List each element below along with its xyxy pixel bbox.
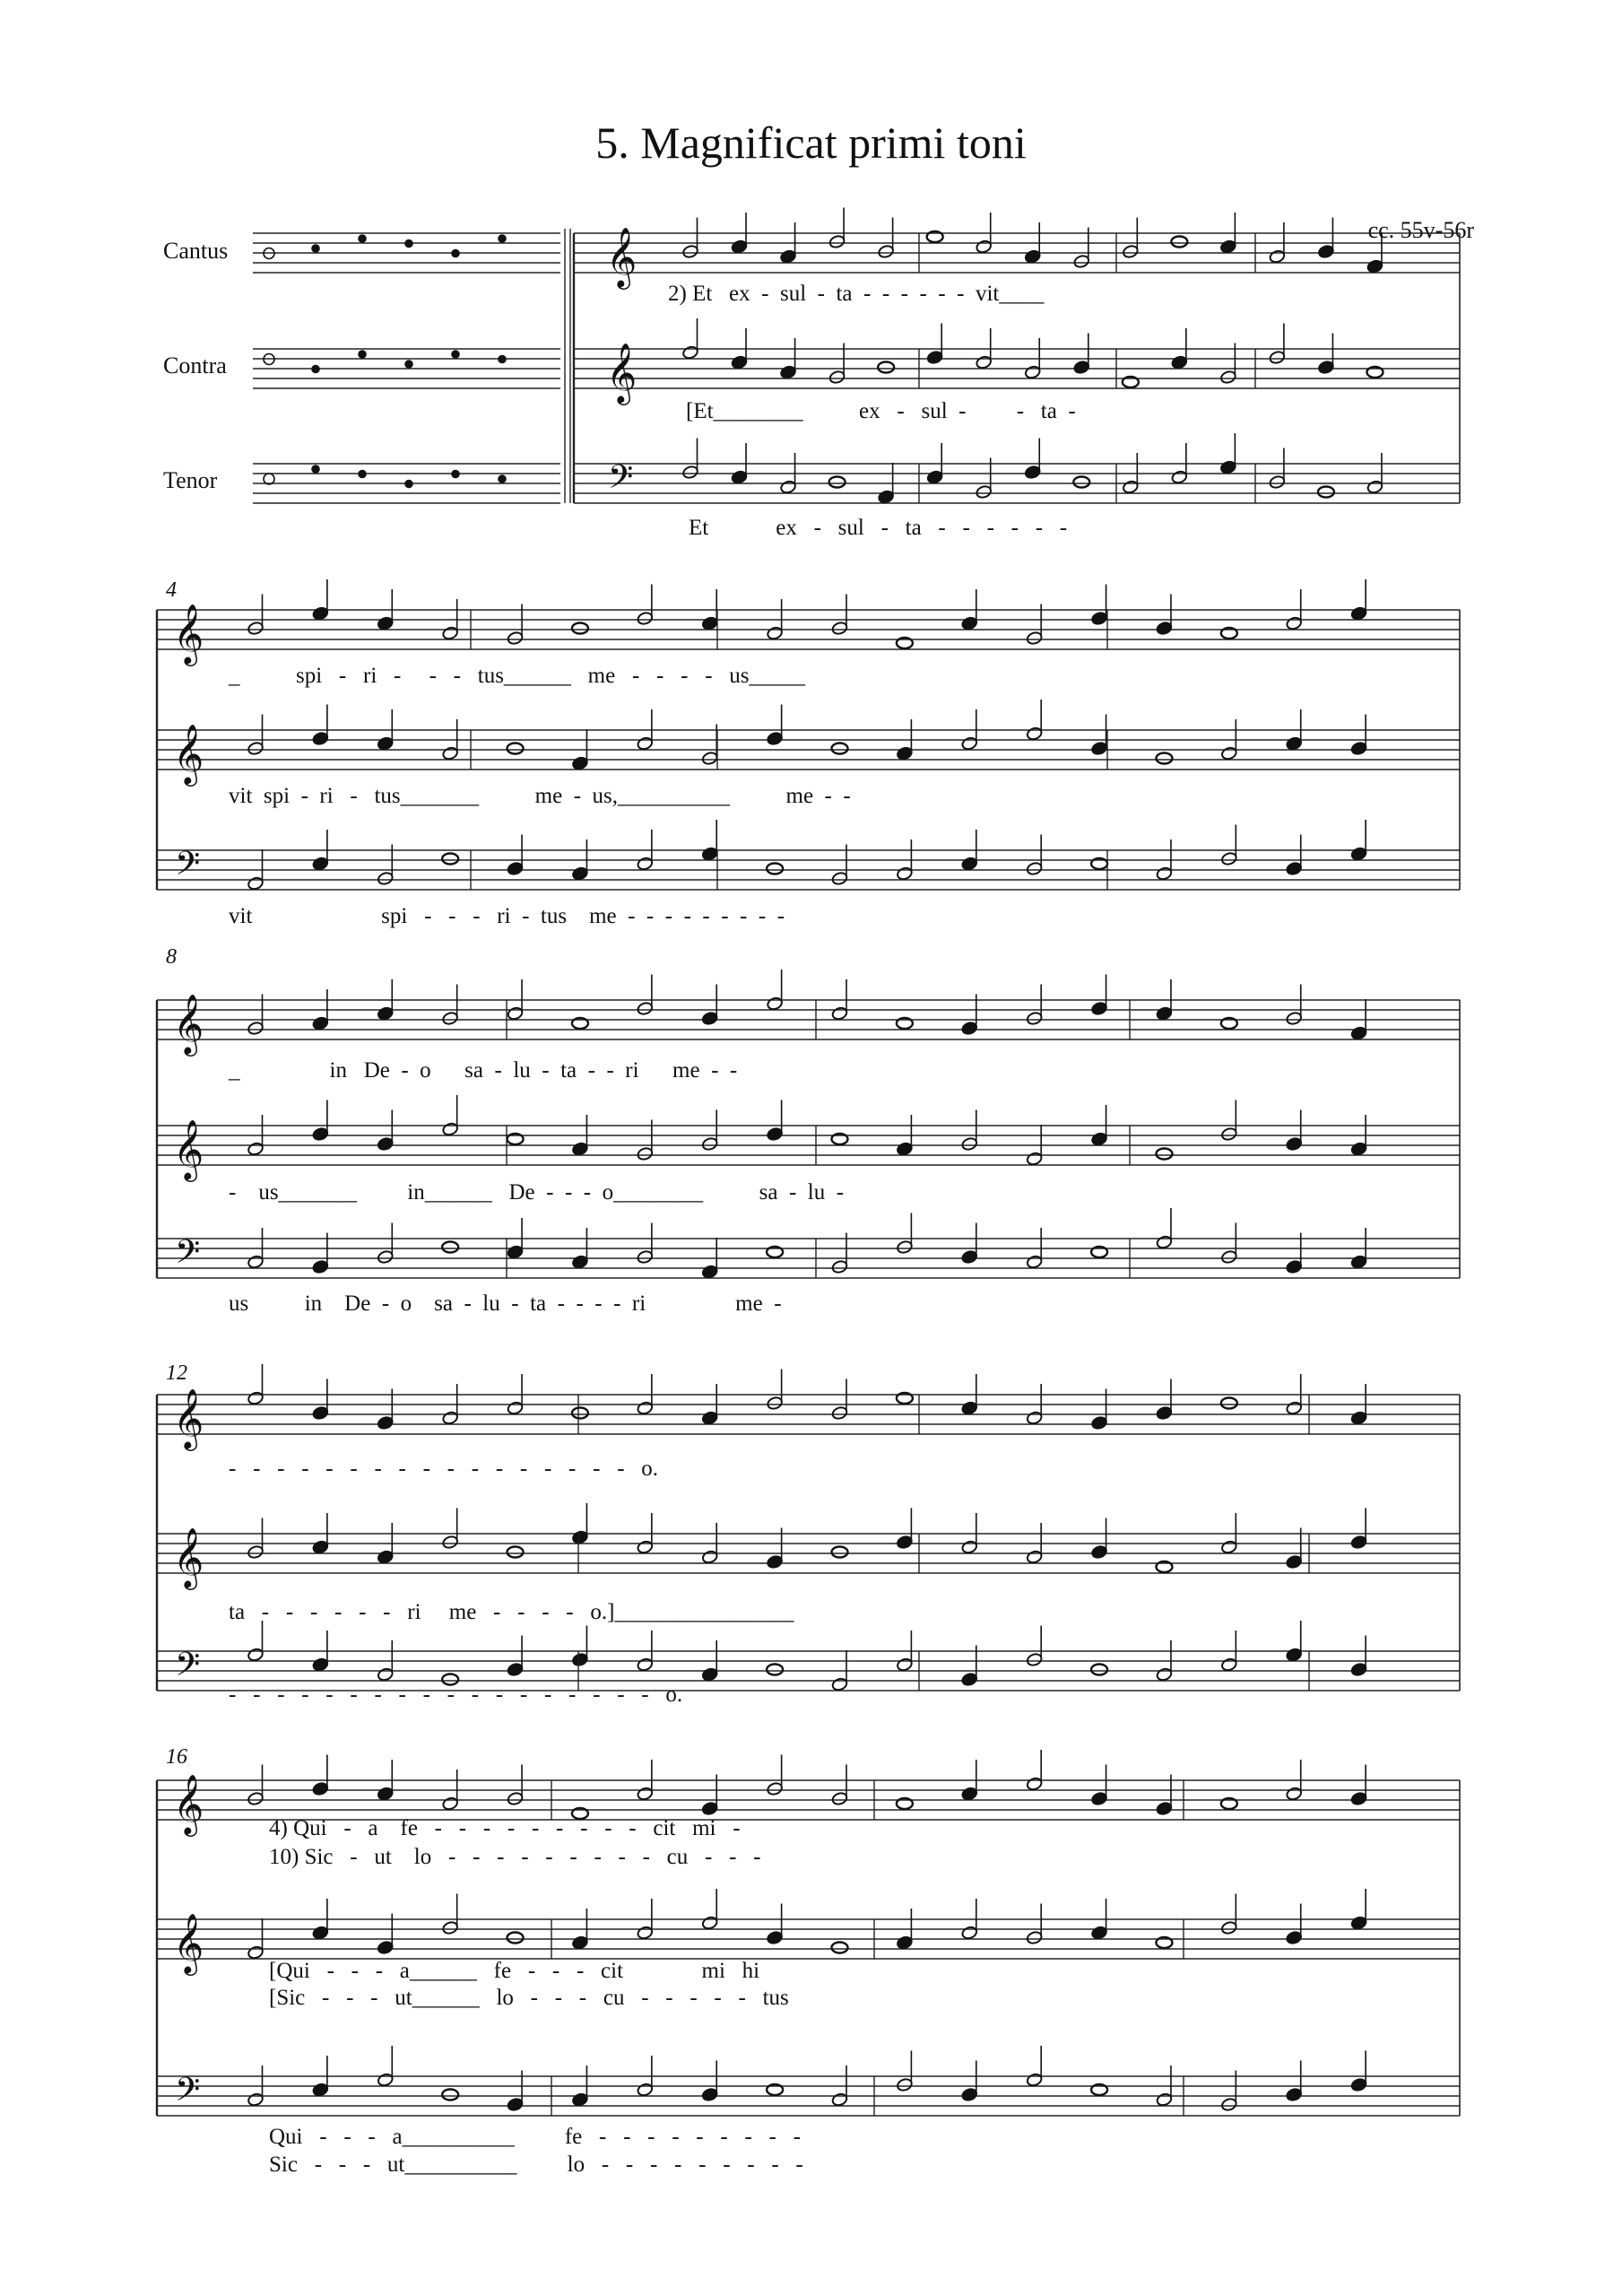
quarter-note — [896, 1535, 913, 1549]
half-note — [247, 2092, 264, 2107]
half-note — [1026, 1930, 1043, 1944]
half-note — [1026, 861, 1043, 875]
half-note — [976, 355, 993, 370]
quarter-note — [1350, 1791, 1367, 1805]
half-note — [247, 1648, 264, 1662]
quarter-note — [1350, 741, 1367, 755]
voice-label-tenor: Tenor — [163, 467, 218, 493]
half-note — [767, 1781, 784, 1796]
quarter-note — [312, 731, 329, 745]
half-note — [247, 876, 264, 891]
quarter-note — [1091, 1926, 1108, 1940]
quarter-note — [701, 1011, 718, 1025]
quarter-note — [780, 365, 797, 379]
half-note — [377, 1667, 394, 1682]
quarter-note — [312, 1259, 329, 1274]
half-note — [637, 1146, 654, 1161]
half-note — [767, 996, 784, 1011]
half-note — [961, 736, 978, 751]
half-note — [1026, 1652, 1043, 1666]
treble-clef-icon: 𝄞 — [173, 1387, 204, 1448]
quarter-note — [1350, 2077, 1367, 2092]
half-note — [767, 1396, 784, 1410]
whole-note — [1318, 487, 1334, 498]
half-note — [247, 1391, 264, 1405]
quarter-note — [1350, 1255, 1367, 1269]
half-note — [1156, 1235, 1173, 1249]
whole-note — [1156, 753, 1172, 764]
lyric-line-contra: - us_______ in______ De - - - o________ sa - lu - — [229, 1180, 845, 1205]
page-title: 5. Magnificat primi toni — [595, 117, 1027, 168]
quarter-note — [961, 616, 978, 631]
whole-note — [442, 854, 458, 865]
half-note — [1219, 370, 1236, 384]
half-note — [637, 1540, 654, 1554]
half-note — [1269, 350, 1286, 364]
half-note — [442, 626, 459, 640]
half-note — [1026, 1777, 1043, 1791]
quarter-note — [896, 1142, 913, 1156]
half-note — [1286, 616, 1303, 631]
half-note — [1220, 1249, 1237, 1264]
half-note — [637, 1787, 654, 1801]
lyric-line-cantus: 2) Et ex - sul - ta - - - - - - vit____ — [668, 282, 1045, 306]
half-note — [442, 1796, 459, 1811]
incipit-note — [359, 351, 366, 358]
treble-clef-icon: 𝄞 — [606, 342, 638, 403]
lyric-line-cantus: 4) Qui - a fe - - - - - - - - - cit mi - — [269, 1816, 741, 1840]
half-note — [247, 1791, 264, 1805]
whole-note — [507, 1547, 524, 1558]
quarter-note — [377, 1415, 394, 1430]
whole-note — [1171, 237, 1187, 248]
lyric-line-tenor: us in De - o sa - lu - ta - - - - ri me - — [229, 1292, 782, 1316]
whole-note — [1221, 1398, 1237, 1409]
half-note — [831, 871, 848, 885]
whole-note — [832, 1943, 848, 1953]
half-note — [701, 1136, 718, 1151]
half-note — [637, 857, 654, 871]
half-note — [1286, 1011, 1303, 1025]
half-note — [896, 1239, 913, 1254]
bass-clef-icon: 𝄢 — [175, 845, 201, 891]
incipit-note — [499, 356, 506, 363]
quarter-note — [571, 866, 588, 881]
bass-clef-icon: 𝄢 — [175, 1646, 201, 1692]
whole-note — [442, 2090, 458, 2100]
quarter-note — [312, 1657, 329, 1672]
quarter-note — [767, 731, 784, 745]
quarter-note — [961, 1401, 978, 1415]
measure-number: 16 — [166, 1745, 187, 1769]
lyric-line-cantus: _ spi - ri - - - tus______ me - - - - us_____ — [229, 664, 805, 688]
quarter-note — [571, 756, 588, 770]
measure-number: 8 — [166, 945, 177, 969]
quarter-note — [1091, 1791, 1108, 1805]
quarter-note — [1286, 1136, 1303, 1151]
quarter-note — [961, 2087, 978, 2101]
bass-clef-icon: 𝄢 — [175, 1233, 201, 1279]
half-note — [780, 480, 797, 494]
treble-clef-icon: 𝄞 — [173, 723, 204, 784]
quarter-note — [701, 1667, 718, 1682]
incipit-note — [312, 245, 319, 252]
whole-note — [1091, 1665, 1107, 1675]
lyric-line-cantus: - - - - - - - - - - - - - - - - - o. — [229, 1457, 659, 1481]
quarter-note — [377, 1787, 394, 1801]
half-note — [1269, 249, 1286, 264]
whole-note — [1073, 477, 1089, 488]
quarter-note — [312, 1126, 329, 1141]
treble-clef-icon: 𝄞 — [173, 1773, 204, 1834]
lyric-line-tenor: Et ex - sul - ta - - - - - - — [689, 516, 1068, 540]
quarter-note — [961, 1021, 978, 1035]
quarter-note — [1091, 741, 1108, 755]
whole-note — [572, 1408, 588, 1419]
half-note — [442, 1122, 459, 1136]
half-note — [1026, 631, 1043, 645]
incipit-note — [452, 250, 459, 257]
half-note — [247, 1021, 264, 1035]
whole-note — [767, 864, 783, 874]
half-note — [1026, 1411, 1043, 1425]
quarter-note — [701, 1265, 718, 1279]
half-note — [961, 1136, 978, 1151]
half-note — [1220, 746, 1237, 761]
quarter-note — [1024, 465, 1041, 479]
incipit-note — [359, 235, 366, 242]
half-note — [1286, 1401, 1303, 1415]
quarter-note — [1286, 1259, 1303, 1274]
half-note — [828, 370, 846, 384]
half-note — [1286, 1787, 1303, 1801]
quarter-note — [1156, 1801, 1173, 1815]
quarter-note — [1091, 1415, 1108, 1430]
treble-clef-icon: 𝄞 — [173, 1526, 204, 1587]
whole-note — [767, 1665, 783, 1675]
half-note — [831, 1677, 848, 1692]
half-note — [681, 244, 698, 258]
whole-note — [507, 1933, 524, 1944]
half-note — [442, 1411, 459, 1425]
quarter-note — [377, 1136, 394, 1151]
quarter-note — [507, 861, 524, 875]
quarter-note — [1317, 244, 1334, 258]
half-note — [1220, 1657, 1237, 1672]
quarter-note — [878, 490, 895, 504]
quarter-note — [926, 470, 943, 484]
whole-note — [878, 362, 894, 373]
quarter-note — [1350, 1535, 1367, 1549]
half-note — [1220, 1540, 1237, 1554]
half-note — [701, 751, 718, 765]
quarter-note — [571, 1652, 588, 1666]
half-note — [247, 1142, 264, 1156]
quarter-note — [1286, 2087, 1303, 2101]
half-note — [247, 1945, 264, 1960]
half-note — [507, 1006, 524, 1021]
half-note — [247, 1255, 264, 1269]
whole-note — [442, 1242, 458, 1253]
half-note — [1026, 1011, 1043, 1025]
half-note — [1026, 1152, 1043, 1166]
incipit-note — [452, 471, 459, 478]
incipit-note — [264, 474, 274, 484]
half-note — [961, 1540, 978, 1554]
incipit-note — [405, 361, 412, 368]
half-note — [377, 2073, 394, 2087]
quarter-note — [1156, 1405, 1173, 1420]
half-note — [976, 484, 993, 499]
quarter-note — [312, 1781, 329, 1796]
half-note — [1073, 254, 1090, 268]
whole-note — [507, 744, 524, 754]
quarter-note — [377, 1006, 394, 1021]
half-note — [1026, 2073, 1043, 2087]
half-note — [637, 1249, 654, 1264]
half-note — [896, 2077, 913, 2092]
quarter-note — [312, 1540, 329, 1554]
incipit-note — [405, 481, 412, 488]
quarter-note — [1156, 621, 1173, 635]
whole-note — [1156, 1149, 1172, 1160]
half-note — [1366, 480, 1383, 494]
half-note — [1220, 2097, 1237, 2111]
lyric-line-tenor: Qui - - - a__________ fe - - - - - - - - - — [269, 2125, 801, 2149]
quarter-note — [312, 857, 329, 871]
half-note — [442, 1011, 459, 1025]
bass-clef-icon: 𝄢 — [608, 458, 634, 504]
half-note — [831, 1405, 848, 1420]
quarter-note — [731, 355, 748, 370]
treble-clef-icon: 𝄞 — [173, 1118, 204, 1179]
quarter-note — [1350, 847, 1367, 861]
half-note — [1220, 851, 1237, 865]
quarter-note — [312, 1016, 329, 1031]
measure-number: 4 — [166, 578, 177, 602]
half-note — [247, 741, 264, 755]
quarter-note — [961, 1672, 978, 1686]
quarter-note — [1091, 1544, 1108, 1559]
quarter-note — [571, 2092, 588, 2107]
lyric-line-contra: vit spi - ri - tus_______ me - us,__________ me - - — [229, 784, 851, 808]
whole-note — [832, 744, 848, 754]
whole-note — [572, 623, 588, 634]
lyric-line-tenor: - - - - - - - - - - - - - - - - - - o. — [229, 1683, 683, 1707]
quarter-note — [571, 1935, 588, 1950]
half-note — [961, 1926, 978, 1940]
half-note — [701, 1550, 718, 1564]
quarter-note — [701, 2087, 718, 2101]
lyric-line-cantus: _ in De - o sa - lu - ta - - ri me - - — [229, 1058, 738, 1083]
half-note — [637, 1926, 654, 1940]
quarter-note — [896, 746, 913, 761]
quarter-note — [312, 1926, 329, 1940]
quarter-note — [1091, 611, 1108, 625]
half-note — [507, 1401, 524, 1415]
half-note — [878, 244, 895, 258]
voice-label-cantus: Cantus — [163, 238, 229, 264]
quarter-note — [767, 1930, 784, 1944]
incipit-note — [452, 351, 459, 358]
quarter-note — [1286, 1554, 1303, 1569]
voice-label-contra: Contra — [163, 352, 227, 378]
lyric-line-contra-verse-2: [Sic - - - ut______ lo - - - cu - - - - - tus — [269, 1986, 789, 2010]
half-note — [442, 1920, 459, 1935]
lyric-line-contra: ta - - - - - - ri me - - - - o.]________________ — [229, 1600, 794, 1624]
half-note — [1156, 866, 1173, 881]
half-note — [637, 1657, 654, 1672]
lyric-line-tenor-verse-2: Sic - - - ut__________ lo - - - - - - - - - — [269, 2152, 803, 2177]
quarter-note — [1350, 1142, 1367, 1156]
quarter-note — [1286, 1930, 1303, 1944]
quarter-note — [507, 1662, 524, 1676]
quarter-note — [896, 1935, 913, 1950]
half-note — [637, 736, 654, 751]
half-note — [377, 871, 394, 885]
quarter-note — [767, 1126, 784, 1141]
half-note — [681, 465, 698, 479]
quarter-note — [507, 1245, 524, 1259]
quarter-note — [1286, 736, 1303, 751]
quarter-note — [1091, 1132, 1108, 1146]
quarter-note — [1286, 1648, 1303, 1662]
half-note — [831, 621, 848, 635]
lyric-line-cantus-verse-2: 10) Sic - ut lo - - - - - - - - - cu - - - — [269, 1845, 761, 1869]
half-note — [976, 239, 993, 254]
quarter-note — [1366, 259, 1383, 274]
incipit-note — [405, 240, 412, 248]
lyric-line-contra: [Et________ ex - sul - - ta - — [686, 399, 1076, 423]
half-note — [1026, 1550, 1043, 1564]
quarter-note — [571, 1142, 588, 1156]
half-note — [247, 621, 264, 635]
quarter-note — [1156, 1006, 1173, 1021]
half-note — [1156, 2092, 1173, 2107]
treble-clef-icon: 𝄞 — [173, 1912, 204, 1973]
lyric-line-contra: [Qui - - - a______ fe - - - cit mi hi — [269, 1959, 760, 1983]
treble-clef-icon: 𝄞 — [173, 603, 204, 664]
quarter-note — [1219, 460, 1236, 474]
quarter-note — [701, 847, 718, 861]
quarter-note — [1350, 1662, 1367, 1676]
incipit-note — [312, 366, 319, 373]
quarter-note — [1024, 249, 1041, 264]
half-note — [1122, 480, 1139, 494]
quarter-note — [571, 1530, 588, 1544]
half-note — [896, 866, 913, 881]
whole-note — [829, 477, 846, 488]
half-note — [442, 746, 459, 761]
quarter-note — [1350, 1026, 1367, 1040]
quarter-note — [377, 616, 394, 631]
quarter-note — [377, 1940, 394, 1954]
quarter-note — [961, 1249, 978, 1264]
half-note — [831, 1006, 848, 1021]
half-note — [507, 631, 524, 645]
quarter-note — [961, 857, 978, 871]
half-note — [507, 1791, 524, 1805]
quarter-note — [507, 2097, 524, 2111]
half-note — [1220, 1920, 1237, 1935]
half-note — [831, 1259, 848, 1274]
quarter-note — [1286, 861, 1303, 875]
half-note — [637, 2083, 654, 2097]
incipit-note — [359, 471, 366, 478]
quarter-note — [377, 736, 394, 751]
quarter-note — [1350, 1916, 1367, 1930]
half-note — [637, 611, 654, 625]
quarter-note — [731, 470, 748, 484]
half-note — [831, 2092, 848, 2107]
treble-clef-icon: 𝄞 — [173, 993, 204, 1054]
quarter-note — [701, 1411, 718, 1425]
incipit-note — [499, 235, 506, 242]
measure-number: 12 — [166, 1361, 187, 1385]
quarter-note — [1073, 360, 1090, 374]
half-note — [828, 234, 846, 248]
half-note — [767, 626, 784, 640]
half-note — [896, 1657, 913, 1672]
quarter-note — [701, 1801, 718, 1815]
half-note — [637, 1401, 654, 1415]
half-note — [442, 1535, 459, 1549]
whole-note — [442, 1674, 458, 1685]
quarter-note — [1350, 1411, 1367, 1425]
quarter-note — [701, 616, 718, 631]
quarter-note — [1350, 606, 1367, 621]
source-reference: cc. 55v-56r — [1367, 217, 1474, 243]
incipit-note — [312, 465, 319, 473]
quarter-note — [1091, 1001, 1108, 1015]
half-note — [637, 1001, 654, 1015]
quarter-note — [312, 2083, 329, 2097]
half-note — [1024, 365, 1041, 379]
half-note — [1026, 1255, 1043, 1269]
quarter-note — [926, 350, 943, 364]
half-note — [1269, 474, 1286, 489]
half-note — [1156, 1667, 1173, 1682]
half-note — [701, 1916, 718, 1930]
quarter-note — [312, 1405, 329, 1420]
quarter-note — [377, 1550, 394, 1564]
quarter-note — [1171, 355, 1188, 370]
quarter-note — [731, 239, 748, 254]
incipit-note — [499, 475, 506, 483]
quarter-note — [780, 249, 797, 264]
lyric-line-tenor: vit spi - - - ri - tus me - - - - - - - - - — [229, 904, 785, 928]
half-note — [1122, 244, 1139, 258]
quarter-note — [767, 1554, 784, 1569]
half-note — [377, 1249, 394, 1264]
whole-note — [832, 1547, 848, 1558]
half-note — [1220, 1126, 1237, 1141]
half-note — [1026, 726, 1043, 741]
half-note — [831, 1791, 848, 1805]
quarter-note — [312, 606, 329, 621]
treble-clef-icon: 𝄞 — [606, 226, 638, 287]
quarter-note — [1219, 239, 1236, 254]
half-note — [247, 1544, 264, 1559]
quarter-note — [1317, 360, 1334, 374]
quarter-note — [571, 1255, 588, 1269]
half-note — [1171, 470, 1188, 484]
half-note — [681, 345, 698, 360]
quarter-note — [961, 1787, 978, 1801]
bass-clef-icon: 𝄢 — [175, 2071, 201, 2117]
